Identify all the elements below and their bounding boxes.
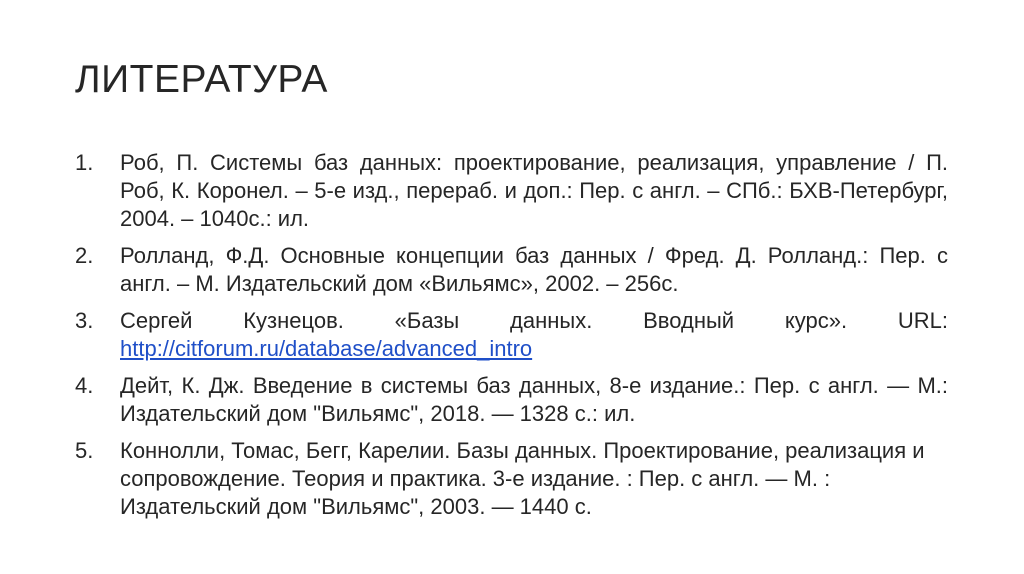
reference-text: Сергей Кузнецов. «Базы данных. Вводный курс». URL: <box>120 308 948 333</box>
reference-number: 3. <box>75 308 94 333</box>
reference-item <box>75 149 948 233</box>
reference-item <box>75 372 948 428</box>
reference-item <box>75 307 948 363</box>
reference-url-link[interactable]: http://citforum.ru/database/advanced_intro <box>120 336 533 361</box>
reference-item <box>75 437 948 521</box>
reference-list <box>75 149 948 530</box>
reference-number: 2. <box>75 243 94 268</box>
reference-text: Коннолли, Томас, Бегг, Карелии. Базы данных. Проектирование, реализация и сопровождение. Теория и практика. 3-е издание. : Пер. с англ. — М. : Издательский дом "Вильямс", 2003. — 1440 с. <box>120 438 925 519</box>
reference-text: Дейт, К. Дж. Введение в системы баз данных, 8-е издание.: Пер. с англ. — М.: Издательский дом "Вильямс", 2018. — 1328 с.: ил. <box>120 373 948 426</box>
reference-number: 4. <box>75 373 94 398</box>
reference-number: 1. <box>75 150 94 175</box>
reference-text: Ролланд, Ф.Д. Основные концепции баз данных / Фред. Д. Ролланд.: Пер. с англ. – М. Издательский дом «Вильямс», 2002. – 256с. <box>120 243 948 296</box>
slide-title: ЛИТЕРАТУРА <box>75 58 328 101</box>
reference-item <box>75 242 948 298</box>
reference-number: 5. <box>75 438 94 463</box>
reference-text: Роб, П. Системы баз данных: проектирование, реализация, управление / П. Роб, К. Коронел. – 5-е изд., перераб. и доп.: Пер. с англ. – СПб.: БХВ-Петербург, 2004. – 1040с.: ил. <box>120 150 948 231</box>
